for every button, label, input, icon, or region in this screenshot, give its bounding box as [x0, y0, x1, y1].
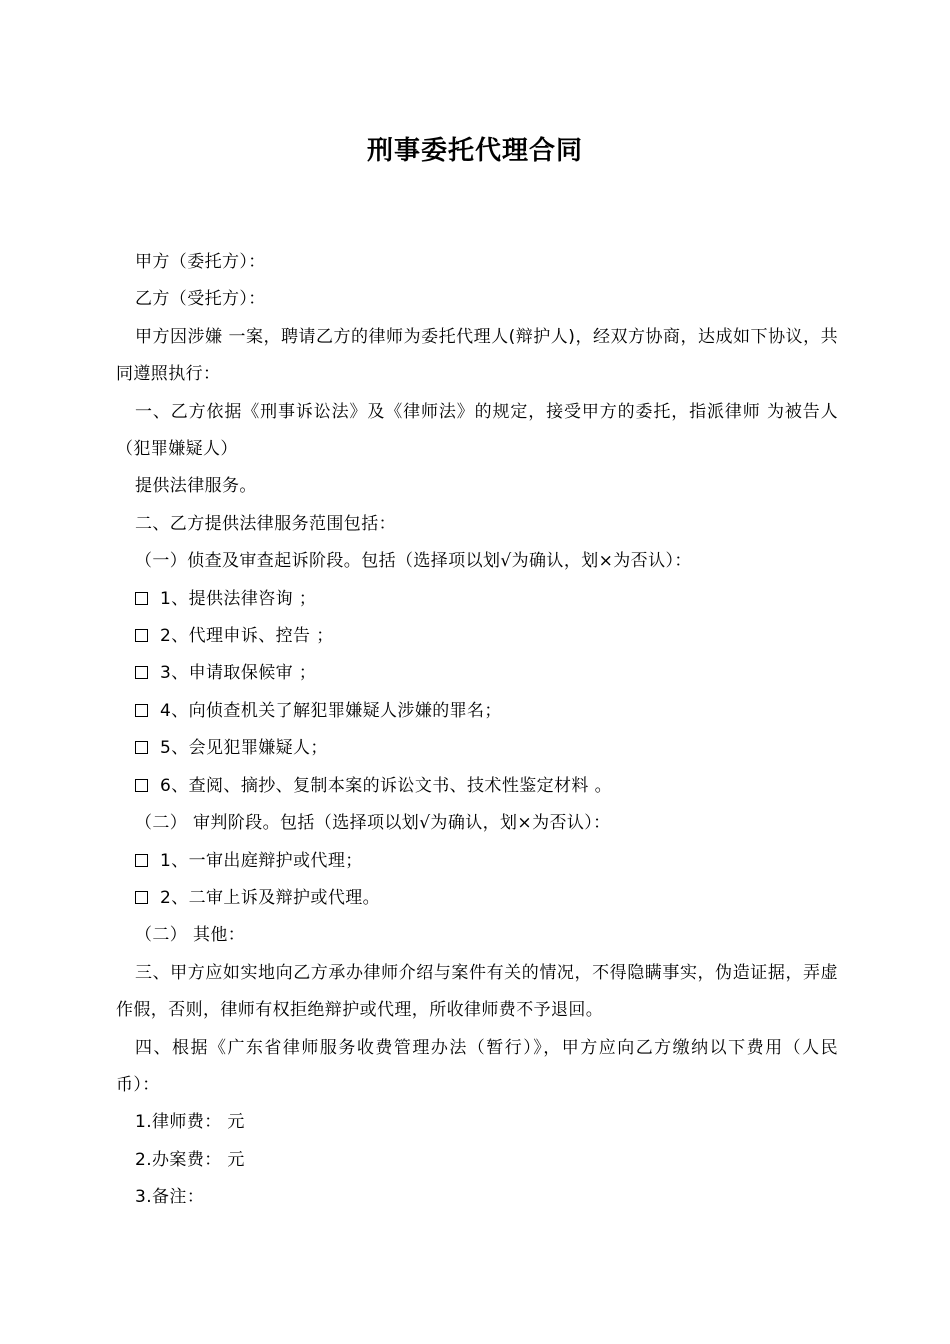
list-item-label: 5、会见犯罪嫌疑人；	[160, 738, 328, 759]
list-item-label: 2、二审上诉及辩护或代理。	[160, 887, 381, 908]
list-item	[116, 618, 838, 655]
clause-1-continued: 提供法律服务。	[135, 476, 257, 497]
intro-paragraph: 甲方因涉嫌 一案，聘请乙方的律师为委托代理人(辩护人)，经双方协商，达成如下协议，共同遵照执行：	[116, 326, 838, 385]
party-b-line: 乙方（受托方）：	[135, 289, 266, 310]
checkbox-icon[interactable]	[135, 854, 148, 867]
list-item-label: 4、向侦查机关了解犯罪嫌疑人涉嫌的罪名；	[160, 700, 502, 721]
document-title: 刑事委托代理合同	[366, 136, 583, 166]
fee-lawyer: 1.律师费： 元	[135, 1112, 245, 1133]
list-item-label: 6、查阅、摘抄、复制本案的诉讼文书、技术性鉴定材料 。	[160, 775, 613, 796]
clause-1: 一、乙方依据《刑事诉讼法》及《律师法》的规定，接受甲方的委托，指派律师 为被告人（犯罪嫌疑人）	[116, 401, 838, 460]
list-item	[116, 843, 838, 880]
stage-1-heading: （一）侦查及审查起诉阶段。包括（选择项以划√为确认，划×为否认）：	[135, 551, 692, 572]
fee-case-handling: 2.办案费： 元	[135, 1149, 245, 1170]
list-item-label: 3、申请取保候审 ；	[160, 663, 317, 684]
stage-2-heading: （二） 审判阶段。包括（选择项以划√为确认，划×为否认）：	[135, 813, 611, 834]
checkbox-icon[interactable]	[135, 779, 148, 792]
checkbox-icon[interactable]	[135, 891, 148, 904]
list-item	[116, 693, 838, 730]
checkbox-icon[interactable]	[135, 704, 148, 717]
list-item	[116, 655, 838, 692]
list-item-label: 1、一审出庭辩护或代理；	[160, 850, 363, 871]
list-item	[116, 880, 838, 917]
clause-2: 二、乙方提供法律服务范围包括：	[135, 513, 396, 534]
other-heading: （二） 其他：	[135, 925, 246, 946]
list-item	[116, 730, 838, 767]
clause-4: 四、根据《广东省律师服务收费管理办法（暂行）》，甲方应向乙方缴纳以下费用（人民币）：	[116, 1037, 838, 1095]
list-item	[116, 768, 838, 805]
party-a-line: 甲方（委托方）：	[135, 252, 266, 272]
clause-3: 三、甲方应如实地向乙方承办律师介绍与案件有关的情况，不得隐瞒事实，伪造证据，弄虚作假，否则，律师有权拒绝辩护或代理，所收律师费不予退回。	[116, 962, 838, 1021]
list-item-label: 1、提供法律咨询 ；	[160, 588, 317, 609]
checkbox-icon[interactable]	[135, 629, 148, 642]
checkbox-icon[interactable]	[135, 592, 148, 605]
list-item-label: 2、代理申诉、控告 ；	[160, 626, 334, 647]
list-item	[116, 581, 838, 618]
checkbox-icon[interactable]	[135, 741, 148, 754]
fee-remarks: 3.备注：	[135, 1187, 205, 1208]
document-body	[116, 244, 838, 1217]
checkbox-icon[interactable]	[135, 666, 148, 679]
